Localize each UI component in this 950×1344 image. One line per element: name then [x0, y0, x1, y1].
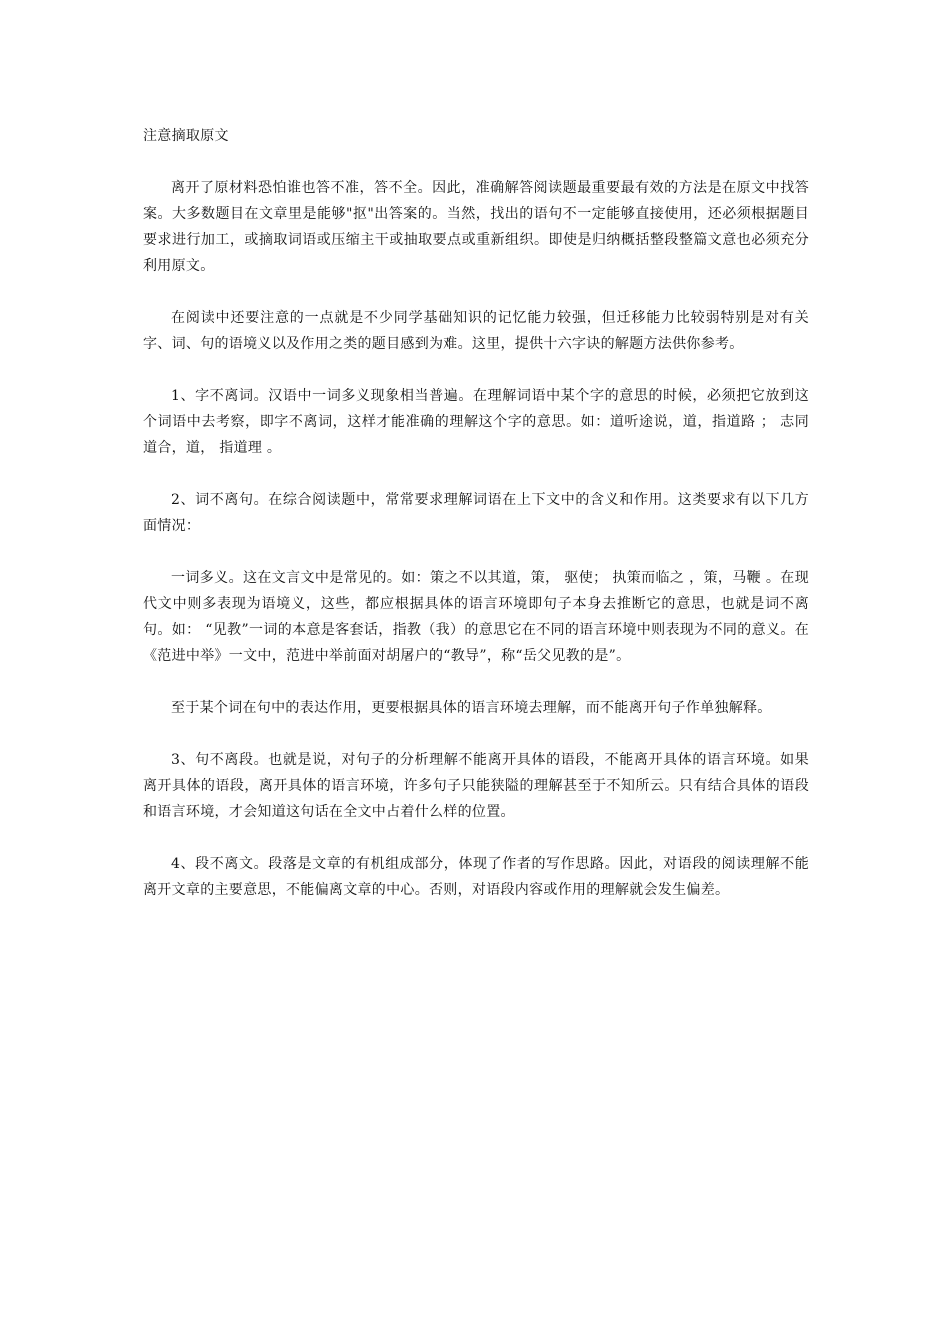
paragraph-rule-4: 4、段不离文。段落是文章的有机组成部分，体现了作者的写作思路。因此，对语段的阅读理解不能离开文章的主要意思，不能偏离文章的中心。否则，对语段内容或作用的理解就会发生偏差。 — [143, 856, 809, 898]
document-title: 注意摘取原文 — [143, 128, 229, 144]
paragraph-expression-function: 至于某个词在句中的表达作用，更要根据具体的语言环境去理解，而不能离开句子作单独解释。 — [171, 700, 772, 716]
paragraph-rule-3: 3、句不离段。也就是说，对句子的分析理解不能离开具体的语段，不能离开具体的语言环境。如果离开具体的语段，离开具体的语言环境，许多句子只能狭隘的理解甚至于不知所云。只有结合具体的语段和语言环境，才会知道这句话在全文中占着什么样的位置。 — [143, 752, 809, 820]
paragraph-source-text: 离开了原材料恐怕谁也答不准，答不全。因此，准确解答阅读题最重要最有效的方法是在原文中找答案。大多数题目在文章里是能够"抠"出答案的。当然，找出的语句不一定能够直接使用，还必须根据题目要求进行加工，或摘取词语或压缩主干或抽取要点或重新组织。即使是归纳概括整段整篇文意也必须充分利用原文。 — [143, 180, 809, 274]
document-page — [143, 123, 809, 929]
paragraph-rule-1: 1、字不离词。汉语中一词多义现象相当普遍。在理解词语中某个字的意思的时候，必须把它放到这个词语中去考察，即字不离词，这样才能准确的理解这个字的意思。如：道听途说，道，指道路 ； 志同道合，道， 指道理 。 — [143, 388, 809, 456]
paragraph-polysemy: 一词多义。这在文言文中是常见的。如：策之不以其道，策， 驱使； 执策而临之 ，策，马鞭 。在现代文中则多表现为语境义，这些，都应根据具体的语言环境即句子本身去推断它的意思，也就是词不离句。如： “见教”一词的本意是客套话，指教（我）的意思它在不同的语言环境中则表现为不同的意义。在《范进中举》一文中，范进中举前面对胡屠户的“教导”，称“岳父见教的是”。 — [143, 570, 809, 664]
paragraph-context-meaning: 在阅读中还要注意的一点就是不少同学基础知识的记忆能力较强，但迁移能力比较弱特别是对有关字、词、句的语境义以及作用之类的题目感到为难。这里，提供十六字诀的解题方法供你参考。 — [143, 310, 809, 352]
paragraph-rule-2: 2、词不离句。在综合阅读题中，常常要求理解词语在上下文中的含义和作用。这类要求有以下几方面情况： — [143, 492, 809, 534]
